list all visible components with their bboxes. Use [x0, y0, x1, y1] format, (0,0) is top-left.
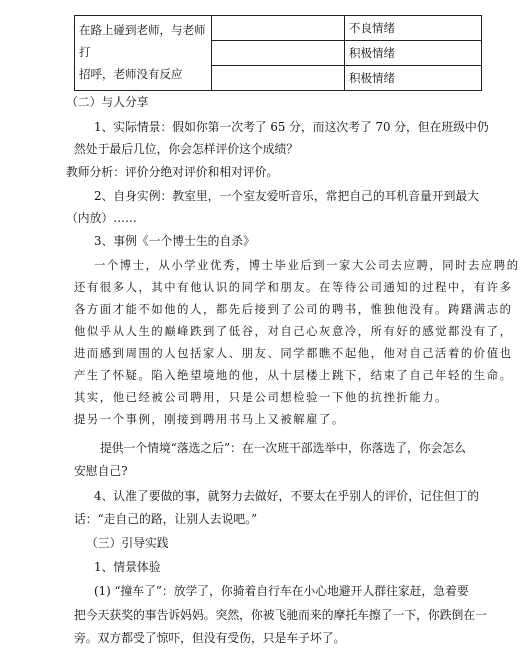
paragraph-line: 然处于最后几位，你会怎样评价这个成绩？	[74, 142, 299, 156]
situation-line-2: 招呼，老师没有反应	[79, 67, 183, 81]
emotion-table	[74, 15, 482, 91]
paragraph-line: 教师分析：评价分绝对评价和相对评价。	[66, 165, 279, 179]
paragraph-line: 2、自身实例：教室里，一个室友爱听音乐，常把自己的耳机音量开到最大	[94, 189, 480, 203]
story-line: 各方面才能不如他的人，都先后接到了公司的聘书，惟独他没有。踌躇满志的	[74, 303, 513, 316]
emotion-cell: 积极情绪	[345, 41, 482, 66]
paragraph-line: 1、实际情景：假如你第一次考了 65 分，而这次考了 70 分，但在班级中仍	[94, 120, 489, 134]
situation-line-1: 在路上碰到老师，与老师打	[79, 23, 206, 59]
paragraph-line: 提供一个情境“落选之后”：在一次班干部选举中，你落选了，你会怎么	[100, 441, 466, 455]
story-line: 其实，他已经被公司聘用，只是公司想检验一下他的抗挫折能力。	[74, 391, 449, 404]
paragraph-line: 1、情景体验	[94, 560, 161, 574]
story-line: 提另一个事例，刚接到聘用书马上又被解雇了。	[74, 413, 345, 426]
paragraph-line: 话：“走自己的路，让别人去说吧。”	[74, 512, 258, 526]
story-line: 进而感到周围的人包括家人、朋友、同学都瞧不起他，他对自己活着的价值也	[74, 347, 513, 360]
table-row	[75, 16, 482, 41]
emotion-cell: 不良情绪	[345, 16, 482, 41]
empty-cell	[212, 41, 345, 66]
paragraph-line: 旁。双方都受了惊吓，但没有受伤，只是车子坏了。	[74, 631, 346, 645]
story-line: 还有很多人，其中有他认识的同学和朋友。在等待公司通知的过程中，有许多	[74, 281, 513, 294]
situation-cell	[75, 16, 212, 91]
empty-cell	[212, 66, 345, 91]
paragraph-line: 把今天获奖的事告诉妈妈。突然，你被飞驰而来的摩托车擦了一下，你跌倒在一	[74, 608, 487, 622]
story-line: 产生了怀疑。陷入绝望境地的他，从十层楼上跳下，结束了自己年轻的生命。	[74, 369, 513, 382]
section-heading: （三）引导实践	[86, 536, 169, 550]
paragraph-line: 3、事例《一个博士生的自杀》	[94, 234, 255, 248]
paragraph-line: 4、认准了要做的事，就努力去做好，不要太在乎别人的评价，记住但丁的	[94, 489, 480, 503]
paragraph-line: 安慰自己?	[74, 464, 128, 478]
empty-cell	[212, 16, 345, 41]
story-line: 他似乎从人生的巅峰跌到了低谷，对自己心灰意冷，所有好的感觉都没有了，	[74, 325, 513, 338]
story-line: 一个博士，从小学业优秀，博士毕业后到一家大公司去应聘，同时去应聘的	[94, 259, 520, 272]
paragraph-line: (1) “撞车了”：放学了，你骑着自行车在小心地避开人群往家赶，急着要	[94, 584, 469, 598]
paragraph-line: （内放）……	[66, 211, 137, 225]
section-heading: （二）与人分享	[66, 95, 149, 109]
emotion-cell: 积极情绪	[345, 66, 482, 91]
